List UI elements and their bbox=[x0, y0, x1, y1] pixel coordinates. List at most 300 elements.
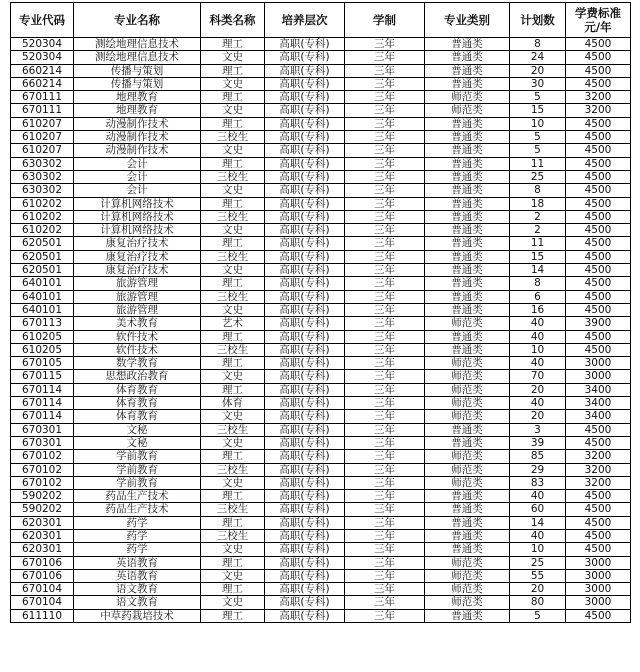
code-cell: 670102 bbox=[11, 450, 74, 463]
plan-count-cell: 6 bbox=[510, 290, 566, 303]
level-cell: 高职(专科) bbox=[265, 556, 345, 569]
duration-cell: 三年 bbox=[345, 330, 425, 343]
duration-cell: 三年 bbox=[345, 397, 425, 410]
category-cell: 三校生 bbox=[201, 290, 265, 303]
plan-count-cell: 60 bbox=[510, 503, 566, 516]
major-cell: 会计 bbox=[74, 184, 201, 197]
table-row bbox=[11, 609, 631, 622]
enrollment-plan-table bbox=[10, 2, 631, 623]
category-cell: 三校生 bbox=[201, 463, 265, 476]
category-cell: 三校生 bbox=[201, 210, 265, 223]
plan-count-cell: 20 bbox=[510, 64, 566, 77]
major-cell: 会计 bbox=[74, 170, 201, 183]
plan-count-cell: 15 bbox=[510, 104, 566, 117]
code-cell: 670301 bbox=[11, 423, 74, 436]
category-cell: 三校生 bbox=[201, 503, 265, 516]
plan-count-cell: 3 bbox=[510, 423, 566, 436]
level-cell: 高职(专科) bbox=[265, 157, 345, 170]
level-cell: 高职(专科) bbox=[265, 264, 345, 277]
category-cell: 文史 bbox=[201, 51, 265, 64]
category-cell: 理工 bbox=[201, 357, 265, 370]
table-row bbox=[11, 503, 631, 516]
code-cell: 590202 bbox=[11, 490, 74, 503]
major-cell: 地理教育 bbox=[74, 91, 201, 104]
level-cell: 高职(专科) bbox=[265, 144, 345, 157]
duration-cell: 三年 bbox=[345, 91, 425, 104]
major-cell: 药品生产技术 bbox=[74, 503, 201, 516]
tuition-cell: 4500 bbox=[566, 131, 631, 144]
tuition-cell: 4500 bbox=[566, 144, 631, 157]
code-cell: 670115 bbox=[11, 370, 74, 383]
tuition-cell: 4500 bbox=[566, 170, 631, 183]
type-cell: 普通类 bbox=[425, 503, 510, 516]
duration-cell: 三年 bbox=[345, 343, 425, 356]
code-cell: 670106 bbox=[11, 556, 74, 569]
tuition-cell: 3400 bbox=[566, 383, 631, 396]
level-cell: 高职(专科) bbox=[265, 303, 345, 316]
tuition-cell: 4500 bbox=[566, 609, 631, 622]
tuition-cell: 4500 bbox=[566, 51, 631, 64]
table-row bbox=[11, 184, 631, 197]
table-row bbox=[11, 423, 631, 436]
tuition-cell: 4500 bbox=[566, 303, 631, 316]
table-row bbox=[11, 596, 631, 609]
type-cell: 师范类 bbox=[425, 410, 510, 423]
table-header-row bbox=[11, 3, 631, 38]
category-cell: 理工 bbox=[201, 197, 265, 210]
type-cell: 普通类 bbox=[425, 609, 510, 622]
tuition-cell: 4500 bbox=[566, 117, 631, 130]
duration-cell: 三年 bbox=[345, 184, 425, 197]
plan-count-cell: 18 bbox=[510, 197, 566, 210]
table-row bbox=[11, 131, 631, 144]
table-row bbox=[11, 38, 631, 51]
level-cell: 高职(专科) bbox=[265, 476, 345, 489]
category-cell: 理工 bbox=[201, 157, 265, 170]
code-cell: 610205 bbox=[11, 343, 74, 356]
major-cell: 地理教育 bbox=[74, 104, 201, 117]
table-row bbox=[11, 370, 631, 383]
category-cell: 文史 bbox=[201, 184, 265, 197]
plan-count-cell: 14 bbox=[510, 516, 566, 529]
plan-count-cell: 40 bbox=[510, 330, 566, 343]
header-cell: 专业类别 bbox=[425, 3, 510, 38]
table-row bbox=[11, 450, 631, 463]
code-cell: 670114 bbox=[11, 397, 74, 410]
header-cell: 科类名称 bbox=[201, 3, 265, 38]
category-cell: 三校生 bbox=[201, 529, 265, 542]
plan-count-cell: 11 bbox=[510, 157, 566, 170]
major-cell: 思想政治教育 bbox=[74, 370, 201, 383]
major-cell: 数学教育 bbox=[74, 357, 201, 370]
type-cell: 师范类 bbox=[425, 583, 510, 596]
duration-cell: 三年 bbox=[345, 529, 425, 542]
type-cell: 普通类 bbox=[425, 170, 510, 183]
type-cell: 师范类 bbox=[425, 383, 510, 396]
level-cell: 高职(专科) bbox=[265, 330, 345, 343]
type-cell: 师范类 bbox=[425, 476, 510, 489]
type-cell: 师范类 bbox=[425, 596, 510, 609]
plan-count-cell: 5 bbox=[510, 131, 566, 144]
major-cell: 药学 bbox=[74, 516, 201, 529]
major-cell: 体育教育 bbox=[74, 410, 201, 423]
major-cell: 计算机网络技术 bbox=[74, 224, 201, 237]
major-cell: 学前教育 bbox=[74, 450, 201, 463]
type-cell: 师范类 bbox=[425, 370, 510, 383]
table-row bbox=[11, 77, 631, 90]
duration-cell: 三年 bbox=[345, 583, 425, 596]
type-cell: 师范类 bbox=[425, 91, 510, 104]
level-cell: 高职(专科) bbox=[265, 210, 345, 223]
duration-cell: 三年 bbox=[345, 131, 425, 144]
table-row bbox=[11, 210, 631, 223]
table-row bbox=[11, 250, 631, 263]
table-row bbox=[11, 383, 631, 396]
table-row bbox=[11, 290, 631, 303]
plan-count-cell: 8 bbox=[510, 184, 566, 197]
category-cell: 理工 bbox=[201, 64, 265, 77]
table-row bbox=[11, 91, 631, 104]
duration-cell: 三年 bbox=[345, 436, 425, 449]
duration-cell: 三年 bbox=[345, 370, 425, 383]
tuition-cell: 3000 bbox=[566, 583, 631, 596]
duration-cell: 三年 bbox=[345, 463, 425, 476]
major-cell: 康复治疗技术 bbox=[74, 264, 201, 277]
type-cell: 普通类 bbox=[425, 224, 510, 237]
tuition-cell: 3400 bbox=[566, 397, 631, 410]
duration-cell: 三年 bbox=[345, 490, 425, 503]
type-cell: 普通类 bbox=[425, 131, 510, 144]
major-cell: 学前教育 bbox=[74, 463, 201, 476]
level-cell: 高职(专科) bbox=[265, 117, 345, 130]
level-cell: 高职(专科) bbox=[265, 51, 345, 64]
table-row bbox=[11, 343, 631, 356]
plan-count-cell: 40 bbox=[510, 529, 566, 542]
plan-count-cell: 16 bbox=[510, 303, 566, 316]
duration-cell: 三年 bbox=[345, 516, 425, 529]
code-cell: 670104 bbox=[11, 596, 74, 609]
category-cell: 理工 bbox=[201, 583, 265, 596]
plan-count-cell: 39 bbox=[510, 436, 566, 449]
category-cell: 理工 bbox=[201, 383, 265, 396]
duration-cell: 三年 bbox=[345, 410, 425, 423]
plan-count-cell: 55 bbox=[510, 569, 566, 582]
category-cell: 理工 bbox=[201, 556, 265, 569]
table-row bbox=[11, 556, 631, 569]
category-cell: 文史 bbox=[201, 410, 265, 423]
type-cell: 普通类 bbox=[425, 529, 510, 542]
table-row bbox=[11, 463, 631, 476]
code-cell: 630302 bbox=[11, 157, 74, 170]
table-row bbox=[11, 277, 631, 290]
category-cell: 三校生 bbox=[201, 423, 265, 436]
type-cell: 普通类 bbox=[425, 210, 510, 223]
code-cell: 520304 bbox=[11, 51, 74, 64]
major-cell: 英语教育 bbox=[74, 569, 201, 582]
plan-count-cell: 83 bbox=[510, 476, 566, 489]
level-cell: 高职(专科) bbox=[265, 131, 345, 144]
code-cell: 610202 bbox=[11, 197, 74, 210]
level-cell: 高职(专科) bbox=[265, 529, 345, 542]
code-cell: 610202 bbox=[11, 210, 74, 223]
duration-cell: 三年 bbox=[345, 303, 425, 316]
level-cell: 高职(专科) bbox=[265, 423, 345, 436]
category-cell: 理工 bbox=[201, 117, 265, 130]
type-cell: 普通类 bbox=[425, 117, 510, 130]
plan-count-cell: 40 bbox=[510, 490, 566, 503]
tuition-cell: 4500 bbox=[566, 543, 631, 556]
level-cell: 高职(专科) bbox=[265, 503, 345, 516]
level-cell: 高职(专科) bbox=[265, 357, 345, 370]
table-row bbox=[11, 170, 631, 183]
tuition-cell: 3000 bbox=[566, 596, 631, 609]
tuition-cell: 3000 bbox=[566, 556, 631, 569]
level-cell: 高职(专科) bbox=[265, 543, 345, 556]
code-cell: 630302 bbox=[11, 184, 74, 197]
table-row bbox=[11, 410, 631, 423]
tuition-cell: 4500 bbox=[566, 64, 631, 77]
level-cell: 高职(专科) bbox=[265, 490, 345, 503]
table-row bbox=[11, 330, 631, 343]
level-cell: 高职(专科) bbox=[265, 91, 345, 104]
plan-count-cell: 20 bbox=[510, 383, 566, 396]
category-cell: 文史 bbox=[201, 144, 265, 157]
tuition-cell: 3400 bbox=[566, 410, 631, 423]
plan-count-cell: 29 bbox=[510, 463, 566, 476]
plan-count-cell: 20 bbox=[510, 410, 566, 423]
type-cell: 师范类 bbox=[425, 397, 510, 410]
type-cell: 师范类 bbox=[425, 104, 510, 117]
category-cell: 理工 bbox=[201, 237, 265, 250]
tuition-cell: 4500 bbox=[566, 290, 631, 303]
level-cell: 高职(专科) bbox=[265, 317, 345, 330]
level-cell: 高职(专科) bbox=[265, 64, 345, 77]
table-row bbox=[11, 543, 631, 556]
level-cell: 高职(专科) bbox=[265, 104, 345, 117]
code-cell: 611110 bbox=[11, 609, 74, 622]
type-cell: 普通类 bbox=[425, 516, 510, 529]
table-row bbox=[11, 224, 631, 237]
table-row bbox=[11, 197, 631, 210]
major-cell: 测绘地理信息技术 bbox=[74, 51, 201, 64]
code-cell: 610207 bbox=[11, 144, 74, 157]
duration-cell: 三年 bbox=[345, 357, 425, 370]
tuition-cell: 4500 bbox=[566, 277, 631, 290]
type-cell: 普通类 bbox=[425, 237, 510, 250]
duration-cell: 三年 bbox=[345, 609, 425, 622]
major-cell: 语文教育 bbox=[74, 596, 201, 609]
category-cell: 三校生 bbox=[201, 131, 265, 144]
level-cell: 高职(专科) bbox=[265, 583, 345, 596]
tuition-cell: 4500 bbox=[566, 343, 631, 356]
tuition-cell: 3200 bbox=[566, 91, 631, 104]
header-cell: 培养层次 bbox=[265, 3, 345, 38]
duration-cell: 三年 bbox=[345, 543, 425, 556]
tuition-cell: 4500 bbox=[566, 157, 631, 170]
major-cell: 传播与策划 bbox=[74, 77, 201, 90]
tuition-cell: 4500 bbox=[566, 264, 631, 277]
plan-count-cell: 20 bbox=[510, 583, 566, 596]
type-cell: 普通类 bbox=[425, 38, 510, 51]
level-cell: 高职(专科) bbox=[265, 410, 345, 423]
duration-cell: 三年 bbox=[345, 117, 425, 130]
major-cell: 学前教育 bbox=[74, 476, 201, 489]
tuition-cell: 3200 bbox=[566, 463, 631, 476]
table-row bbox=[11, 583, 631, 596]
major-cell: 旅游管理 bbox=[74, 290, 201, 303]
major-cell: 康复治疗技术 bbox=[74, 237, 201, 250]
major-cell: 药品生产技术 bbox=[74, 490, 201, 503]
duration-cell: 三年 bbox=[345, 556, 425, 569]
type-cell: 师范类 bbox=[425, 450, 510, 463]
plan-count-cell: 10 bbox=[510, 343, 566, 356]
level-cell: 高职(专科) bbox=[265, 250, 345, 263]
type-cell: 普通类 bbox=[425, 277, 510, 290]
level-cell: 高职(专科) bbox=[265, 277, 345, 290]
code-cell: 670301 bbox=[11, 436, 74, 449]
level-cell: 高职(专科) bbox=[265, 224, 345, 237]
category-cell: 艺术 bbox=[201, 317, 265, 330]
table-row bbox=[11, 264, 631, 277]
code-cell: 670105 bbox=[11, 357, 74, 370]
type-cell: 普通类 bbox=[425, 184, 510, 197]
tuition-cell: 4500 bbox=[566, 330, 631, 343]
header-cell: 学费标准 元/年 bbox=[566, 3, 631, 38]
type-cell: 普通类 bbox=[425, 490, 510, 503]
plan-count-cell: 11 bbox=[510, 237, 566, 250]
major-cell: 软件技术 bbox=[74, 343, 201, 356]
table-row bbox=[11, 64, 631, 77]
tuition-cell: 4500 bbox=[566, 529, 631, 542]
type-cell: 师范类 bbox=[425, 463, 510, 476]
duration-cell: 三年 bbox=[345, 250, 425, 263]
level-cell: 高职(专科) bbox=[265, 170, 345, 183]
type-cell: 普通类 bbox=[425, 290, 510, 303]
tuition-cell: 3200 bbox=[566, 450, 631, 463]
type-cell: 师范类 bbox=[425, 569, 510, 582]
category-cell: 三校生 bbox=[201, 343, 265, 356]
code-cell: 640101 bbox=[11, 277, 74, 290]
code-cell: 640101 bbox=[11, 290, 74, 303]
duration-cell: 三年 bbox=[345, 569, 425, 582]
table-row bbox=[11, 117, 631, 130]
type-cell: 师范类 bbox=[425, 317, 510, 330]
duration-cell: 三年 bbox=[345, 476, 425, 489]
duration-cell: 三年 bbox=[345, 596, 425, 609]
major-cell: 会计 bbox=[74, 157, 201, 170]
level-cell: 高职(专科) bbox=[265, 77, 345, 90]
code-cell: 620501 bbox=[11, 250, 74, 263]
duration-cell: 三年 bbox=[345, 423, 425, 436]
table-row bbox=[11, 529, 631, 542]
table-row bbox=[11, 104, 631, 117]
type-cell: 普通类 bbox=[425, 197, 510, 210]
table-row bbox=[11, 357, 631, 370]
duration-cell: 三年 bbox=[345, 197, 425, 210]
category-cell: 文史 bbox=[201, 436, 265, 449]
type-cell: 普通类 bbox=[425, 264, 510, 277]
major-cell: 动漫制作技术 bbox=[74, 131, 201, 144]
level-cell: 高职(专科) bbox=[265, 450, 345, 463]
major-cell: 文秘 bbox=[74, 436, 201, 449]
category-cell: 理工 bbox=[201, 277, 265, 290]
category-cell: 三校生 bbox=[201, 170, 265, 183]
category-cell: 理工 bbox=[201, 490, 265, 503]
major-cell: 动漫制作技术 bbox=[74, 144, 201, 157]
code-cell: 670104 bbox=[11, 583, 74, 596]
duration-cell: 三年 bbox=[345, 237, 425, 250]
header-cell: 学制 bbox=[345, 3, 425, 38]
tuition-cell: 4500 bbox=[566, 38, 631, 51]
type-cell: 普通类 bbox=[425, 543, 510, 556]
tuition-cell: 4500 bbox=[566, 184, 631, 197]
level-cell: 高职(专科) bbox=[265, 569, 345, 582]
level-cell: 高职(专科) bbox=[265, 463, 345, 476]
category-cell: 理工 bbox=[201, 609, 265, 622]
table-row bbox=[11, 144, 631, 157]
duration-cell: 三年 bbox=[345, 383, 425, 396]
code-cell: 670111 bbox=[11, 104, 74, 117]
table-row bbox=[11, 490, 631, 503]
type-cell: 普通类 bbox=[425, 436, 510, 449]
duration-cell: 三年 bbox=[345, 317, 425, 330]
category-cell: 体育 bbox=[201, 397, 265, 410]
major-cell: 传播与策划 bbox=[74, 64, 201, 77]
table-row bbox=[11, 303, 631, 316]
duration-cell: 三年 bbox=[345, 64, 425, 77]
code-cell: 620501 bbox=[11, 264, 74, 277]
plan-count-cell: 24 bbox=[510, 51, 566, 64]
plan-count-cell: 8 bbox=[510, 277, 566, 290]
duration-cell: 三年 bbox=[345, 104, 425, 117]
category-cell: 文史 bbox=[201, 569, 265, 582]
type-cell: 普通类 bbox=[425, 51, 510, 64]
type-cell: 普通类 bbox=[425, 303, 510, 316]
category-cell: 文史 bbox=[201, 224, 265, 237]
plan-count-cell: 40 bbox=[510, 317, 566, 330]
duration-cell: 三年 bbox=[345, 450, 425, 463]
duration-cell: 三年 bbox=[345, 277, 425, 290]
tuition-cell: 3900 bbox=[566, 317, 631, 330]
major-cell: 动漫制作技术 bbox=[74, 117, 201, 130]
duration-cell: 三年 bbox=[345, 503, 425, 516]
plan-count-cell: 85 bbox=[510, 450, 566, 463]
category-cell: 文史 bbox=[201, 303, 265, 316]
major-cell: 文秘 bbox=[74, 423, 201, 436]
major-cell: 语文教育 bbox=[74, 583, 201, 596]
tuition-cell: 4500 bbox=[566, 490, 631, 503]
level-cell: 高职(专科) bbox=[265, 383, 345, 396]
type-cell: 普通类 bbox=[425, 250, 510, 263]
tuition-cell: 4500 bbox=[566, 224, 631, 237]
major-cell: 计算机网络技术 bbox=[74, 210, 201, 223]
category-cell: 文史 bbox=[201, 370, 265, 383]
header-cell: 计划数 bbox=[510, 3, 566, 38]
level-cell: 高职(专科) bbox=[265, 609, 345, 622]
major-cell: 旅游管理 bbox=[74, 277, 201, 290]
major-cell: 英语教育 bbox=[74, 556, 201, 569]
table-row bbox=[11, 569, 631, 582]
level-cell: 高职(专科) bbox=[265, 38, 345, 51]
tuition-cell: 3200 bbox=[566, 104, 631, 117]
plan-count-cell: 80 bbox=[510, 596, 566, 609]
level-cell: 高职(专科) bbox=[265, 197, 345, 210]
duration-cell: 三年 bbox=[345, 264, 425, 277]
table-row bbox=[11, 516, 631, 529]
code-cell: 640101 bbox=[11, 303, 74, 316]
category-cell: 三校生 bbox=[201, 250, 265, 263]
table-row bbox=[11, 476, 631, 489]
